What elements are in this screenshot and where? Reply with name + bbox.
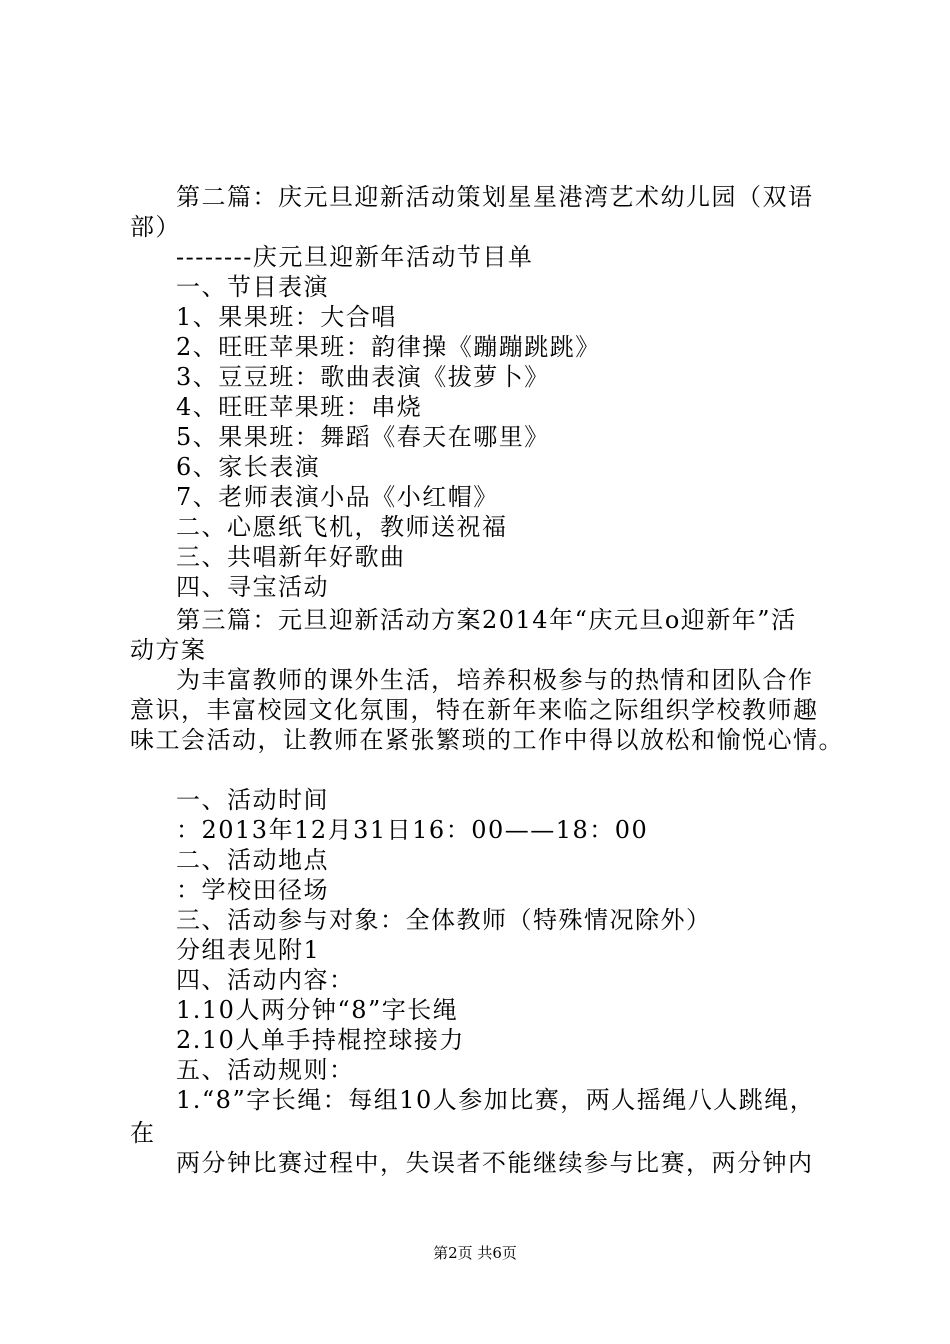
- text-line: ：2013年12月31日16：00——18：00: [176, 816, 649, 844]
- text-line: --------庆元旦迎新年活动节目单: [176, 243, 534, 271]
- text-line: 五、活动规则：: [176, 1056, 355, 1084]
- text-line: 5、果果班：舞蹈《春天在哪里》: [176, 423, 550, 451]
- text-line: 2、旺旺苹果班：韵律操《蹦蹦跳跳》: [176, 333, 601, 361]
- text-line: 3、豆豆班：歌曲表演《拔萝卜》: [176, 363, 550, 391]
- text-line: 1.“8”字长绳：每组10人参加比赛，两人摇绳八人跳绳，: [176, 1086, 816, 1114]
- text-line: 7、老师表演小品《小红帽》: [176, 483, 499, 511]
- text-line: 三、共唱新年好歌曲: [176, 543, 406, 571]
- text-line: 四、活动内容：: [176, 966, 355, 994]
- text-line: 两分钟比赛过程中，失误者不能继续参与比赛，两分钟内: [176, 1149, 814, 1177]
- text-line: 4、旺旺苹果班：串烧: [176, 393, 423, 421]
- text-line: 在: [130, 1119, 156, 1147]
- text-line: 部）: [130, 213, 181, 241]
- text-line: ：学校田径场: [176, 876, 329, 904]
- text-line: 动方案: [130, 636, 207, 664]
- text-line: 二、心愿纸飞机，教师送祝福: [176, 513, 508, 541]
- text-line: 味工会活动，让教师在紧张繁琐的工作中得以放松和愉悦心情。: [130, 726, 844, 754]
- text-line: 一、节目表演: [176, 273, 329, 301]
- page-footer: 第2页 共6页: [433, 1244, 517, 1262]
- text-line: 三、活动参与对象：全体教师（特殊情况除外）: [176, 906, 712, 934]
- text-line: 6、家长表演: [176, 453, 321, 481]
- text-line: 2.10人单手持棍控球接力: [176, 1026, 465, 1054]
- text-line: 第二篇：庆元旦迎新活动策划星星港湾艺术幼儿园（双语: [176, 183, 814, 211]
- text-line: 四、寻宝活动: [176, 573, 329, 601]
- text-line: 为丰富教师的课外生活，培养积极参与的热情和团队合作: [176, 666, 814, 694]
- text-line: 1.10人两分钟“8”字长绳: [176, 996, 459, 1024]
- text-line: 1、果果班：大合唱: [176, 303, 397, 331]
- text-line: 分组表见附1: [176, 936, 321, 964]
- text-line: 第三篇：元旦迎新活动方案2014年“庆元旦o迎新年”活: [176, 606, 797, 634]
- text-line: 一、活动时间: [176, 786, 329, 814]
- text-line: 意识，丰富校园文化氛围，特在新年来临之际组织学校教师趣: [130, 696, 819, 724]
- text-line: 二、活动地点: [176, 846, 329, 874]
